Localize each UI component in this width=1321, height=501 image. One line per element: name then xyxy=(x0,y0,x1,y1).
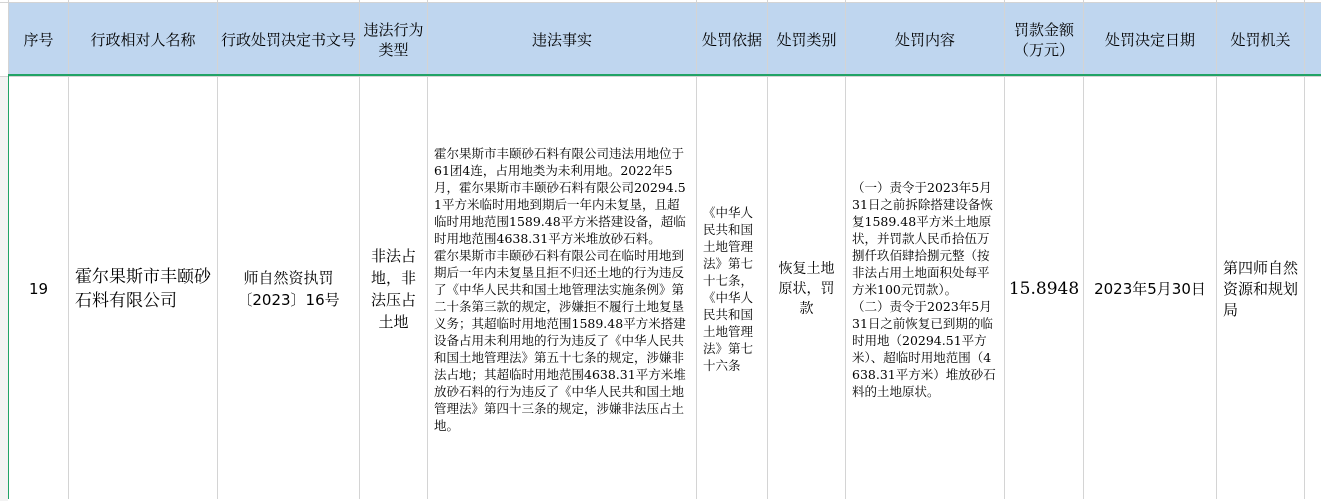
cell-facts[interactable]: 霍尔果斯市丰颐砂石料有限公司违法用地位于61团4连，占用地类为未利用地。2022年5月，霍尔果斯市丰颐砂石料有限公司20294.51平方米临时用地到期后一年内未复垦，且超临时用地范围1589.48平方米搭建设备，超临时用地范围4638.31平方米堆放砂石料。 霍尔果斯市丰颐砂石料有限公司在临时用地到期后一年内未复垦且拒不归还土地的行为违反了《中华人民共和国土地管理法实施条例》第二十条第三款的规定，涉嫌拒不履行土地复垦义务；其超临时用地范围1589.48平方米搭建设备占用未利用地的行为违反了《中华人民共和国土地管理法》第五十七条的规定，涉嫌非法占地；其超临时用地范围4638.31平方米堆放砂石料的行为违反了《中华人民共和国土地管理法》第四十三条的规定，涉嫌非法压占土地。 xyxy=(428,77,696,501)
cell-extra[interactable] xyxy=(1305,77,1321,501)
cell-party[interactable]: 霍尔果斯市丰颐砂石料有限公司 xyxy=(69,77,217,501)
row-gutter-selected xyxy=(0,77,8,501)
header-authority[interactable]: 处罚机关 xyxy=(1217,3,1304,76)
selection-indicator-left xyxy=(8,74,9,499)
header-extra[interactable] xyxy=(1305,3,1321,76)
cell-content[interactable]: （一）责令于2023年5月31日之前拆除搭建设备恢复1589.48平方米土地原状，并罚款人民币拾伍万捌仟玖佰肆拾捌元整（按非法占用土地面积处每平方米100元罚款）。 （二）责令于2023年5月31日之前恢复已到期的临时用地（20294.51平方米）、超临时用地范围（4638.31平方米）堆放砂石料的土地原状。 xyxy=(846,77,1004,501)
row-gutter xyxy=(0,3,8,76)
cell-date[interactable]: 2023年5月30日 xyxy=(1084,77,1216,501)
header-index[interactable]: 序号 xyxy=(9,3,68,76)
header-party[interactable]: 行政相对人名称 xyxy=(69,3,217,76)
top-strip xyxy=(0,0,8,2)
header-facts[interactable]: 违法事实 xyxy=(428,3,696,76)
header-content[interactable]: 处罚内容 xyxy=(846,3,1004,76)
cell-basis[interactable]: 《中华人民共和国土地管理法》第七十七条，《中华人民共和国土地管理法》第七十六条 xyxy=(697,77,767,501)
cell-authority[interactable]: 第四师自然资源和规划局 xyxy=(1217,77,1304,501)
cell-violation-type[interactable]: 非法占地，非法压占土地 xyxy=(360,77,427,501)
cell-amount[interactable]: 15.8948 xyxy=(1005,77,1083,501)
cell-category[interactable]: 恢复土地原状，罚款 xyxy=(768,77,845,501)
header-category[interactable]: 处罚类别 xyxy=(768,3,845,76)
header-violation-type[interactable]: 违法行为类型 xyxy=(360,3,427,76)
cell-index[interactable]: 19 xyxy=(9,77,68,501)
selection-indicator-top xyxy=(8,74,1321,76)
header-decision-no[interactable]: 行政处罚决定书文号 xyxy=(218,3,359,76)
header-basis[interactable]: 处罚依据 xyxy=(697,3,767,76)
header-amount[interactable]: 罚款金额（万元） xyxy=(1005,3,1083,76)
cell-decision-no[interactable]: 师自然资执罚〔2023〕16号 xyxy=(218,77,359,501)
header-date[interactable]: 处罚决定日期 xyxy=(1084,3,1216,76)
